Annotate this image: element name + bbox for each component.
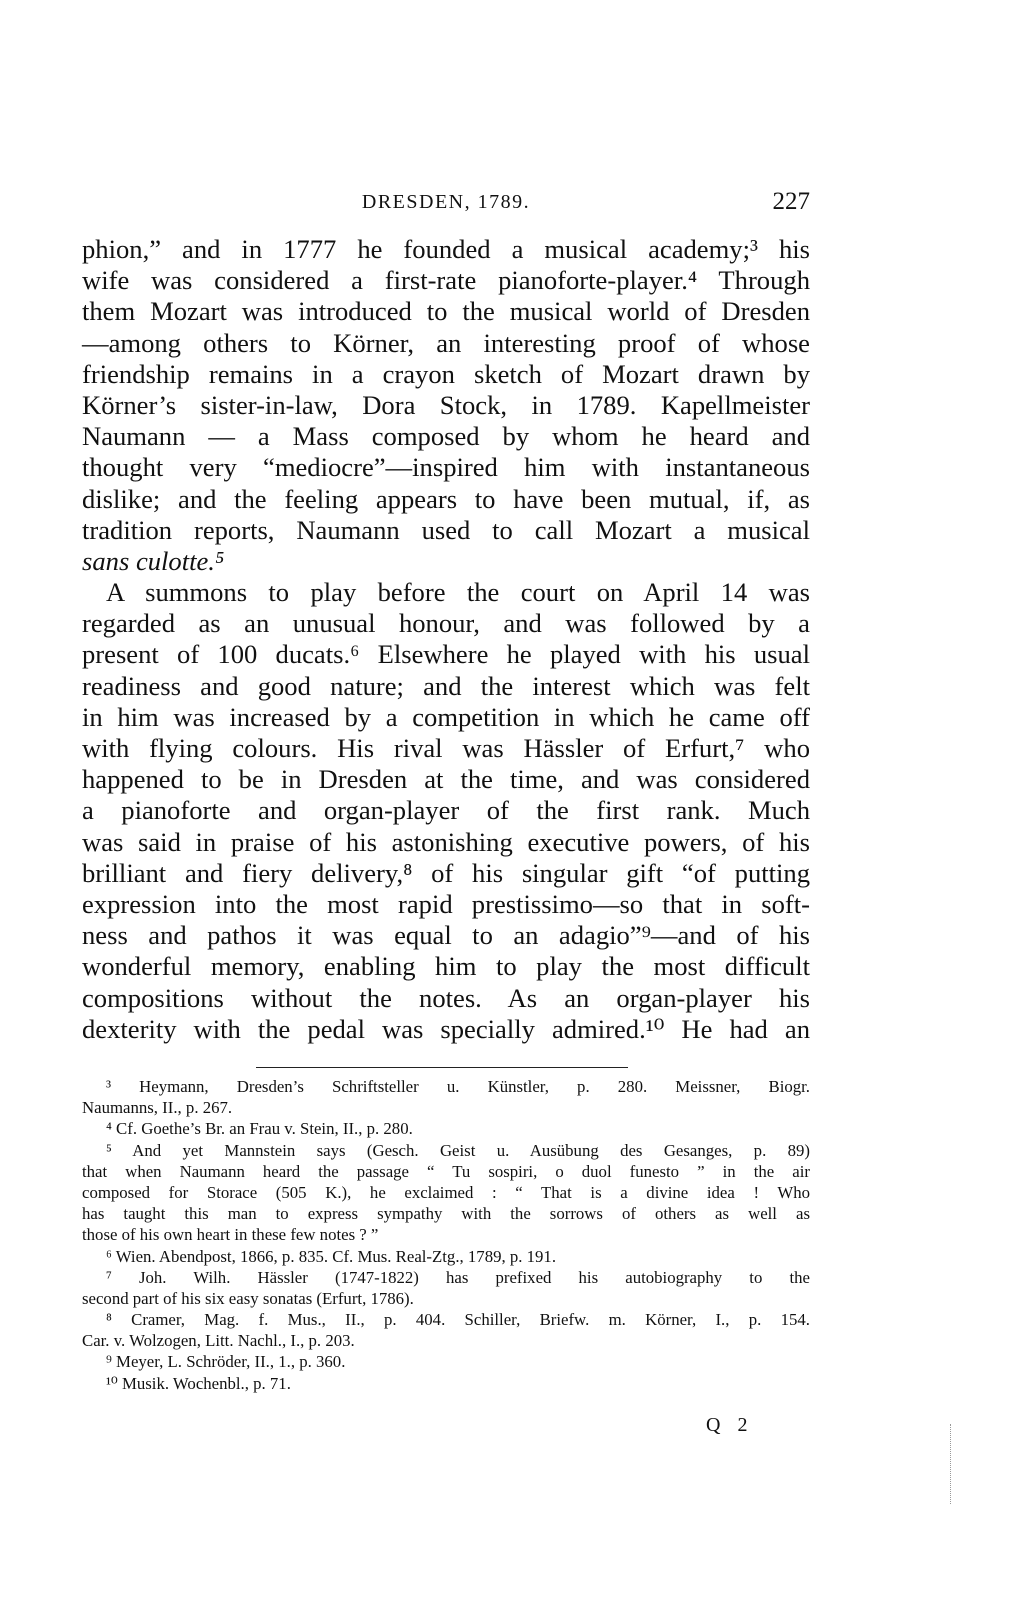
body-line: present of 100 ducats.⁶ Elsewhere he played with his usual xyxy=(82,639,810,670)
footnote-line: ⁵ And yet Mannstein says (Gesch. Geist u. Ausübung des Gesanges, p. 89) xyxy=(106,1140,810,1160)
footnote-line: composed for Storace (505 K.), he exclaimed : “ That is a divine idea ! Who xyxy=(82,1182,810,1202)
footnote-line: ⁷ Joh. Wilh. Hässler (1747-1822) has prefixed his autobiography to the xyxy=(106,1267,810,1287)
margin-mark xyxy=(950,1424,952,1504)
running-title: DRESDEN, 1789. xyxy=(361,191,531,213)
body-line: thought very “mediocre”—inspired him with instantaneous xyxy=(82,452,810,483)
body-line: in him was increased by a competition in which he came off xyxy=(82,701,810,732)
page-header xyxy=(82,186,810,218)
body-line: a pianoforte and organ-player of the first rank. Much xyxy=(82,795,810,826)
footnotes xyxy=(82,1076,810,1394)
body-line: A summons to play before the court on April 14 was xyxy=(106,577,810,608)
body-line-italic: sans culotte.⁵ xyxy=(82,545,225,576)
body-line: —among others to Körner, an interesting proof of whose xyxy=(82,327,810,358)
body-line: readiness and good nature; and the interest which was felt xyxy=(82,670,810,701)
footnote-line: those of his own heart in these few notes ? ” xyxy=(82,1225,379,1245)
page-number: 227 xyxy=(772,188,810,215)
footnote-divider xyxy=(256,1067,628,1068)
footnote-line: that when Naumann heard the passage “ Tu sospiri, o duol funesto ” in the air xyxy=(82,1161,810,1181)
body-text xyxy=(82,234,810,1045)
body-line: wonderful memory, enabling him to play the most difficult xyxy=(82,951,810,982)
body-line: happened to be in Dresden at the time, and was considered xyxy=(82,764,810,795)
body-line: tradition reports, Naumann used to call Mozart a musical xyxy=(82,514,810,545)
footnote-line: Naumanns, II., p. 267. xyxy=(82,1098,233,1118)
footnote-line: ⁹ Meyer, L. Schröder, II., 1., p. 360. xyxy=(106,1352,346,1372)
footnote-line: ⁸ Cramer, Mag. f. Mus., II., p. 404. Schiller, Briefw. m. Körner, I., p. 154. xyxy=(106,1310,810,1330)
body-line: was said in praise of his astonishing executive powers, of his xyxy=(82,826,810,857)
body-line: them Mozart was introduced to the musical world of Dresden xyxy=(82,296,810,327)
signature-mark: Q 2 xyxy=(706,1414,754,1436)
body-line: dislike; and the feeling appears to have been mutual, if, as xyxy=(82,483,810,514)
body-line: phion,” and in 1777 he founded a musical academy;³ his xyxy=(82,234,810,264)
body-line: with flying colours. His rival was Hässler of Erfurt,⁷ who xyxy=(82,733,810,763)
footnote-line: ³ Heymann, Dresden’s Schriftsteller u. Künstler, p. 280. Meissner, Biogr. xyxy=(106,1077,810,1096)
body-line: brilliant and fiery delivery,⁸ of his singular gift “of putting xyxy=(82,857,810,888)
footnote-line: Car. v. Wolzogen, Litt. Nachl., I., p. 203. xyxy=(82,1331,355,1351)
body-line: Naumann — a Mass composed by whom he heard and xyxy=(82,421,810,452)
body-line: dexterity with the pedal was specially admired.¹⁰ He had an xyxy=(82,1013,810,1044)
footnote-line: ¹⁰ Musik. Wochenbl., p. 71. xyxy=(106,1373,291,1393)
body-line: ness and pathos it was equal to an adagio”⁹—and of his xyxy=(82,920,810,951)
footnote-line: has taught this man to express sympathy with the sorrows of others as well as xyxy=(82,1204,810,1224)
footnote-line: ⁶ Wien. Abendpost, 1866, p. 835. Cf. Mus. Real-Ztg., 1789, p. 191. xyxy=(106,1246,557,1266)
body-line: Körner’s sister-in-law, Dora Stock, in 1789. Kapellmeister xyxy=(82,389,810,420)
footnote-line: ⁴ Cf. Goethe’s Br. an Frau v. Stein, II., p. 280. xyxy=(106,1119,413,1139)
footnote-line: second part of his six easy sonatas (Erfurt, 1786). xyxy=(82,1288,414,1308)
body-line: regarded as an unusual honour, and was followed by a xyxy=(82,608,810,639)
body-line: friendship remains in a crayon sketch of Mozart drawn by xyxy=(82,358,810,389)
body-line: compositions without the notes. As an organ-player his xyxy=(82,982,810,1013)
body-line: expression into the most rapid prestissimo—so that in soft- xyxy=(82,888,810,919)
body-line: wife was considered a first-rate pianoforte-player.⁴ Through xyxy=(82,265,810,296)
